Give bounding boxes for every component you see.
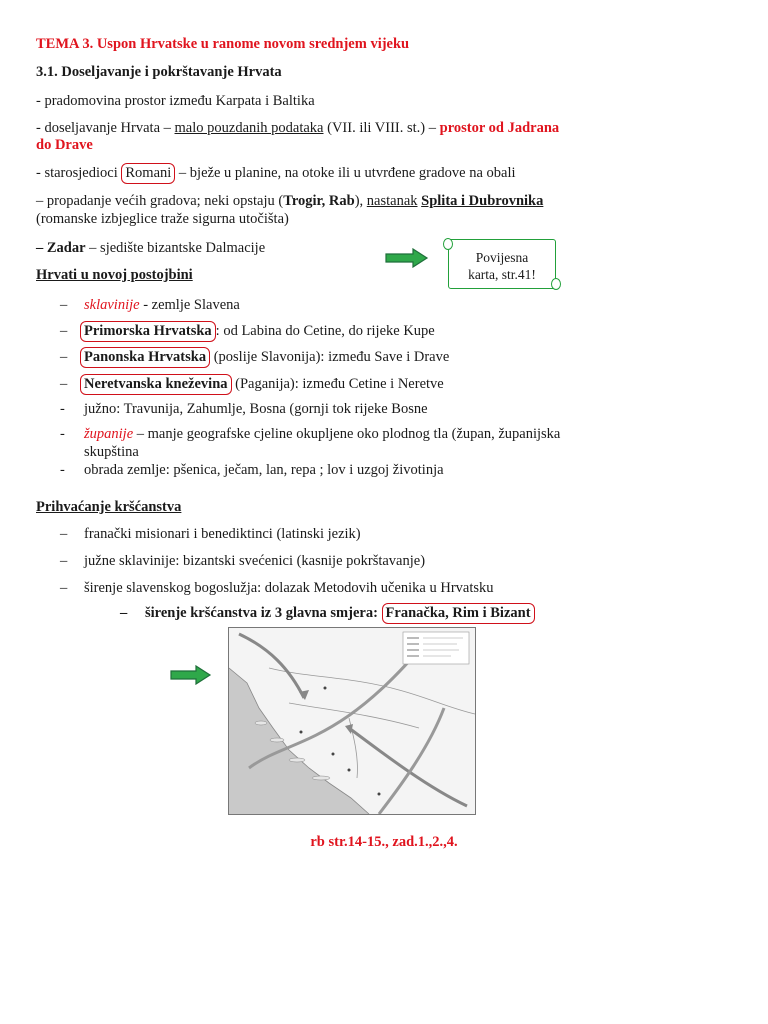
text-segment: – sjedište bizantske Dalmacije: [85, 240, 266, 256]
arrow-right-icon: [385, 248, 429, 268]
section-heading-doseljavanje: 3.1. Doseljavanje i pokrštavanje Hrvata: [36, 64, 282, 80]
list-item-primorska: [80, 323, 435, 340]
text-segment: – bježe u planine, na otoke ili u utvrđene gradove na obali: [175, 165, 516, 181]
line-doseljavanje: [36, 120, 559, 137]
boxed-term-primorska: Primorska Hrvatska: [80, 321, 216, 342]
list-bullet: –: [120, 605, 128, 621]
boxed-term-smjerovi: Franačka, Rim i Bizant: [382, 603, 535, 624]
line-zadar: [36, 240, 265, 257]
line-doseljavanje-cont: do Drave: [36, 137, 93, 153]
list-bullet: –: [60, 526, 68, 542]
list-item-tri-smjera: [145, 605, 535, 622]
text-segment: – propadanje većih gradova; neki opstaju (: [36, 193, 284, 209]
text-underlined: malo pouzdanih podataka: [174, 120, 324, 136]
list-item-sklavinije: [84, 297, 240, 314]
text-segment: - starosjedioci: [36, 165, 122, 181]
section-heading-postojbina: Hrvati u novoj postojbini: [36, 267, 193, 283]
list-item-sirenje-bogosluzja: širenje slavenskog bogoslužja: dolazak Metodovih učenika u Hrvatsku: [84, 580, 494, 596]
text-highlight-red: prostor od Jadrana: [439, 120, 560, 136]
list-bullet: -: [60, 426, 65, 442]
homework-caption: rb str.14-15., zad.1.,2.,4.: [310, 834, 458, 850]
document-title: TEMA 3. Uspon Hrvatske u ranome novom srednjem vijeku: [36, 36, 410, 52]
text-segment: (VII. ili VIII. st.) –: [323, 120, 440, 136]
boxed-term-panonska: Panonska Hrvatska: [80, 347, 210, 368]
list-bullet: -: [60, 462, 65, 478]
section-heading-krscanstvo: Prihvaćanje kršćanstva: [36, 499, 182, 515]
text-segment: ),: [354, 193, 367, 209]
text-italic-red: županije: [84, 426, 134, 442]
text-bold-underlined: Splita i Dubrovnika: [421, 193, 544, 209]
boxed-term-neretvanska: Neretvanska kneževina: [80, 374, 232, 395]
line-starosjedioci: [36, 165, 516, 182]
text-bold: Trogir, Rab: [283, 193, 355, 209]
text-segment: - zemlje Slavena: [139, 297, 240, 313]
list-bullet: –: [60, 553, 68, 569]
text-segment: : od Labina do Cetine, do rijeke Kupe: [215, 323, 435, 339]
text-segment: (Paganija): između Cetine i Neretve: [231, 376, 444, 392]
list-item-neretvanska: [80, 376, 444, 393]
text-underlined: nastanak: [366, 193, 418, 209]
scroll-note-text: [449, 249, 555, 283]
map-christianization: [228, 627, 476, 815]
list-item-panonska: [80, 349, 449, 366]
text-italic-red: sklavinije: [84, 297, 140, 313]
list-item-zupanije: [84, 426, 560, 443]
note-line: karta, str.41!: [468, 267, 536, 282]
text-bold: – Zadar: [36, 240, 86, 256]
list-bullet: –: [60, 323, 68, 339]
list-item-juzne: južne sklavinije: bizantski svećenici (kasnije pokrštavanje): [84, 553, 426, 569]
boxed-term-romani: Romani: [121, 163, 175, 184]
scroll-note: [448, 239, 556, 289]
list-bullet: –: [60, 349, 68, 365]
line-propadanje: [36, 193, 543, 210]
arrow-right-icon: [170, 665, 212, 685]
list-item-zupanije-cont: skupština: [84, 444, 139, 460]
list-item-obrada: obrada zemlje: pšenica, ječam, lan, repa ; lov i uzgoj životinja: [84, 462, 444, 478]
list-item-juzno: južno: Travunija, Zahumlje, Bosna (gornji tok rijeke Bosne: [84, 401, 428, 417]
text-segment: širenje kršćanstva iz 3 glavna smjera:: [145, 605, 382, 621]
line-propadanje-cont: (romanske izbjeglice traže sigurna utočišta): [36, 211, 289, 227]
list-bullet: -: [60, 401, 65, 417]
list-item-franacki: franački misionari i benediktinci (latinski jezik): [84, 526, 361, 542]
list-bullet: –: [60, 580, 68, 596]
text-segment: (poslije Slavonija): između Save i Drave: [210, 349, 450, 365]
note-line: Povijesna: [475, 250, 529, 265]
text-segment: – manje geografske cjeline okupljene oko plodnog tla (župan, županijska: [133, 426, 561, 442]
map-illustration: [229, 628, 475, 814]
list-bullet: –: [60, 297, 68, 313]
text-segment: - doseljavanje Hrvata –: [36, 120, 175, 136]
line-pradomovina: - pradomovina prostor između Karpata i Baltika: [36, 93, 315, 109]
list-bullet: –: [60, 376, 68, 392]
